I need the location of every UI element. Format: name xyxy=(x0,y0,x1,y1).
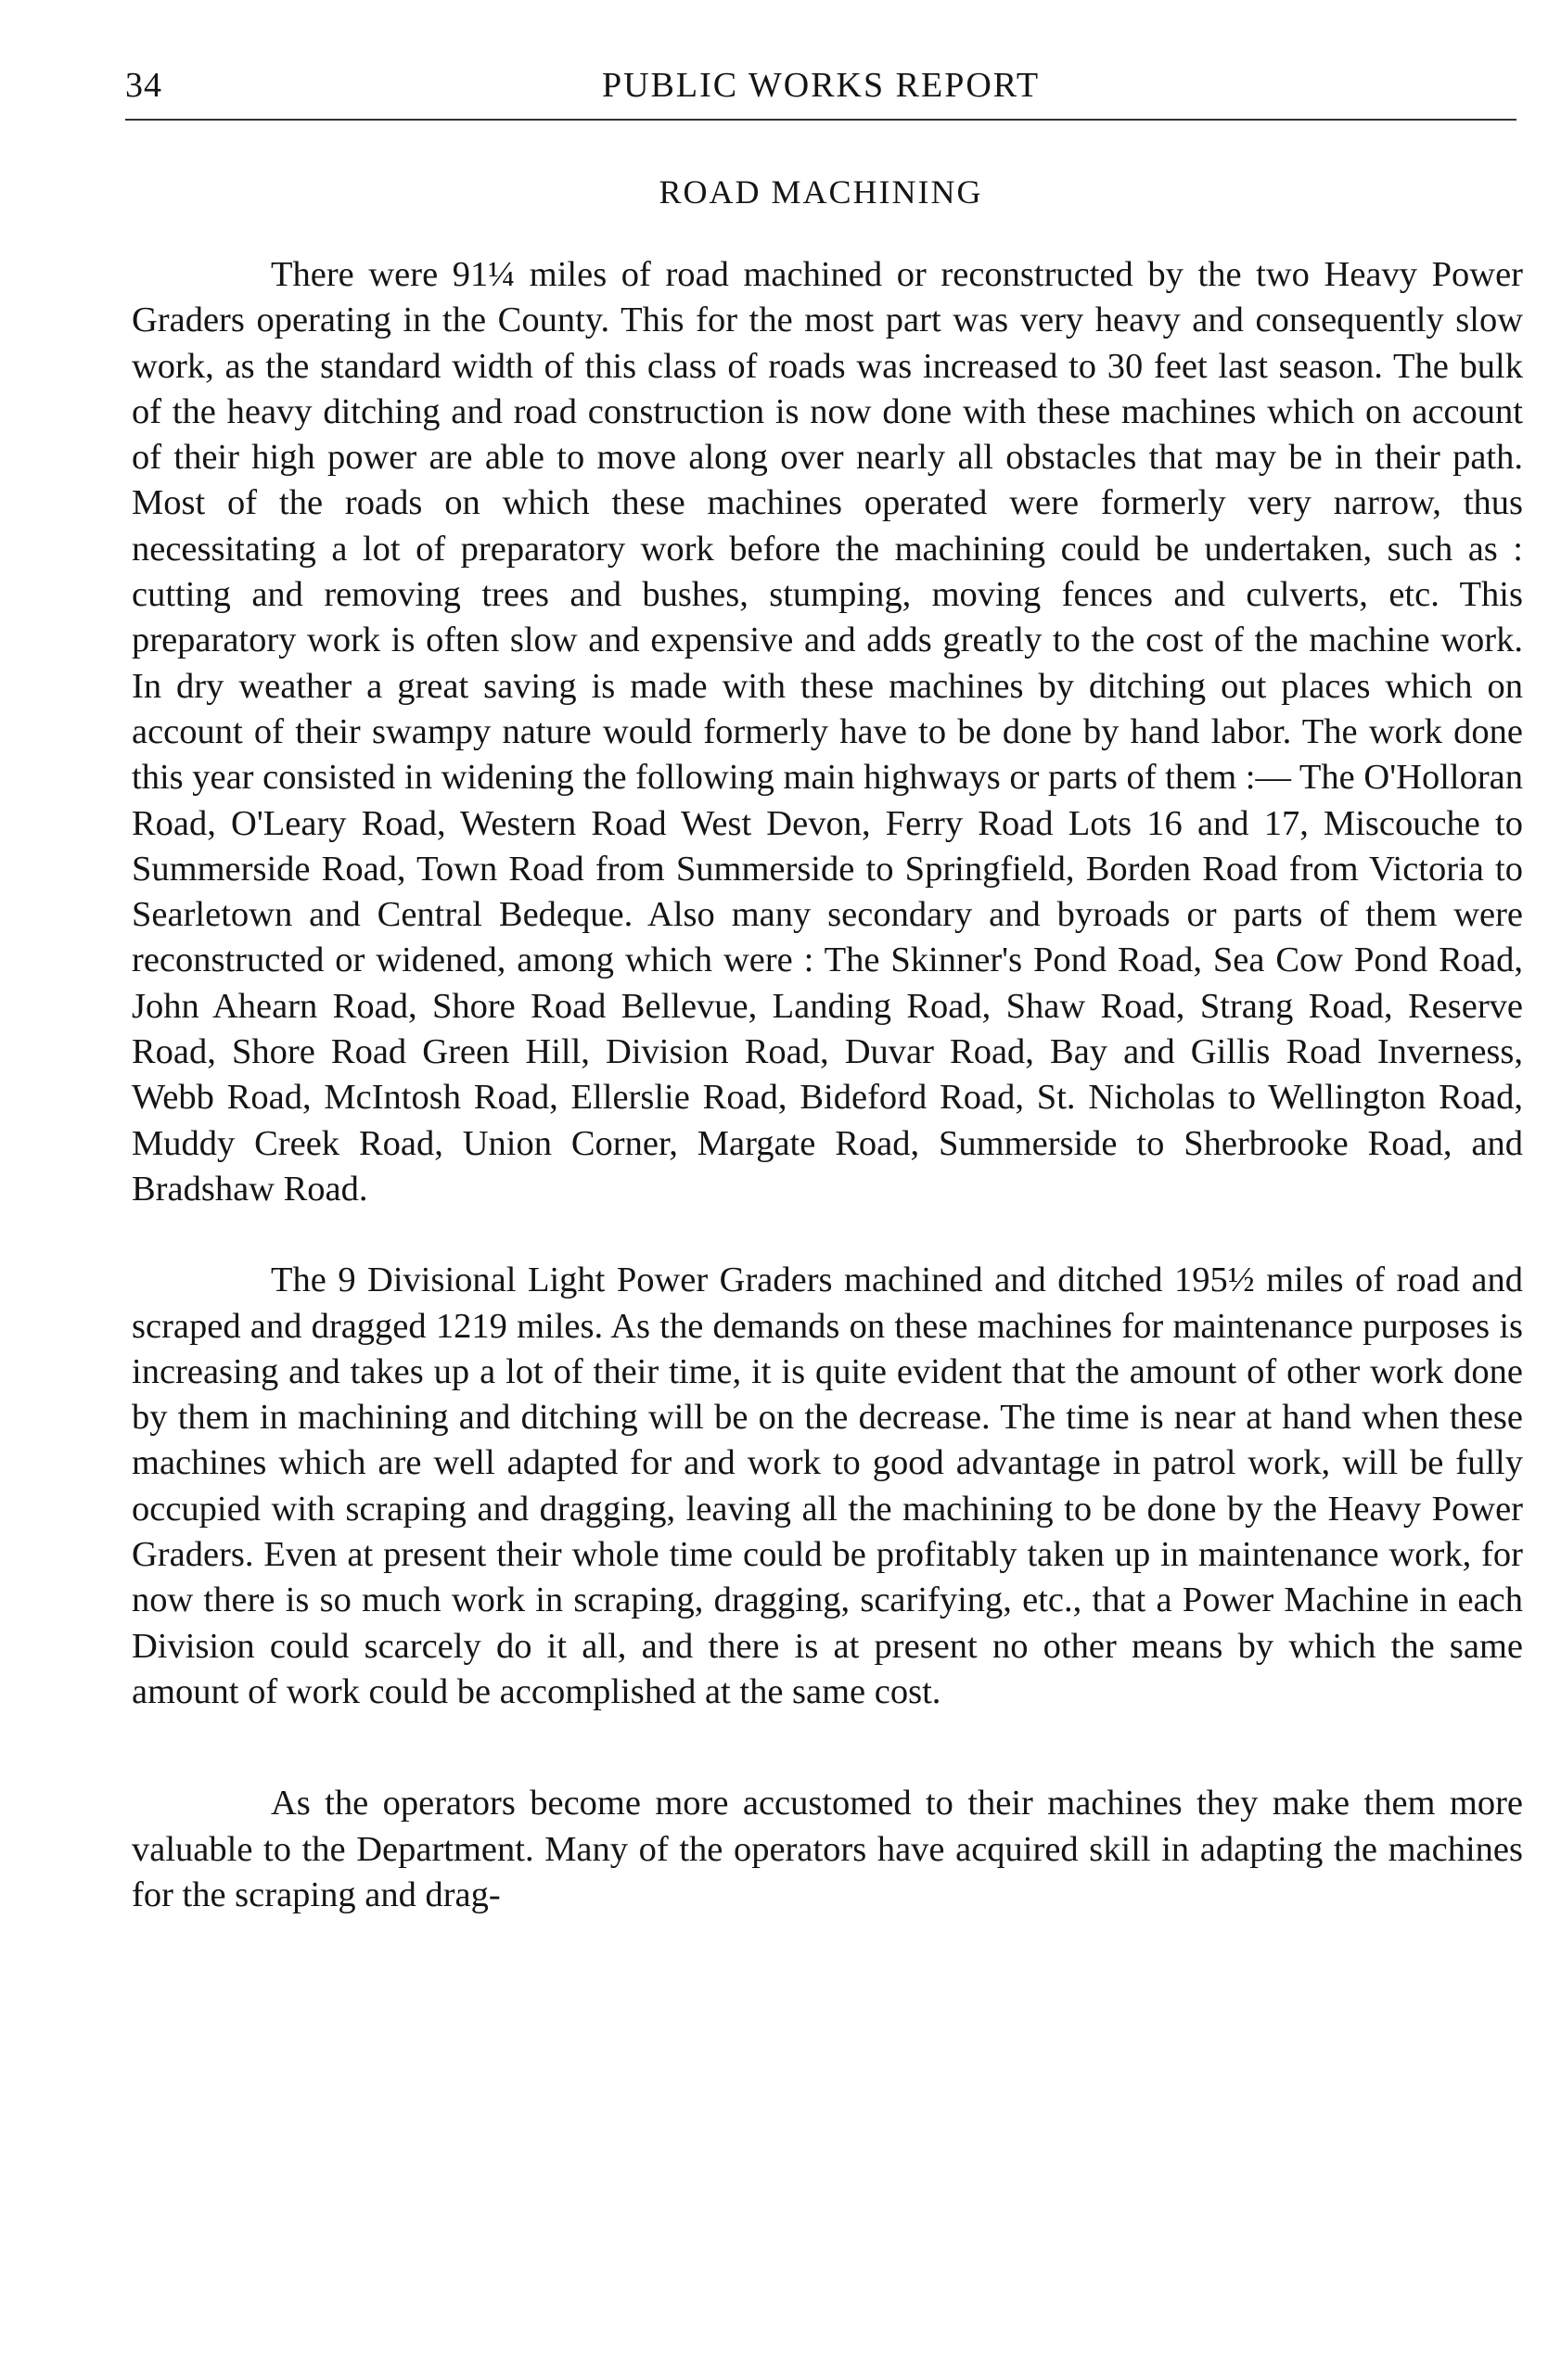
header-rule xyxy=(125,119,1516,121)
page-header xyxy=(125,58,1516,113)
paragraph-road-machining: There were 91¼ miles of road machined or reconstructed by the two Heavy Power Graders operating in the County. This for the most part was very heavy and consequently slow work, as the standard width of this class of roads was increased to 30 feet last season. The bulk of the heavy ditching and road construction is now done with these machines which on account of their high power are able to move along over nearly all obstacles that may be in their path. Most of the roads on which these machines operated were formerly very narrow, thus necessitating a lot of preparatory work before the machining could be undertaken, such as : cutting and removing trees and bushes, stumping, moving fences and culverts, etc. This preparatory work is often slow and expensive and adds greatly to the cost of the machine work. In dry weather a great saving is made with these machines by ditching out places which on account of their swampy nature would formerly have to be done by hand labor. The work done this year consisted in widening the following main highways or parts of them :— The O'Holloran Road, O'Leary Road, Western Road West Devon, Ferry Road Lots 16 and 17, Miscouche to Summerside Road, Town Road from Summerside to Springfield, Borden Road from Victoria to Searletown and Central Bedeque. Also many secondary and byroads or parts of them were reconstructed or widened, among which were : The Skinner's Pond Road, Sea Cow Pond Road, John Ahearn Road, Shore Road Bellevue, Landing Road, Shaw Road, Strang Road, Reserve Road, Shore Road Green Hill, Division Road, Duvar Road, Bay and Gillis Road Inverness, Webb Road, McIntosh Road, Ellerslie Road, Bideford Road, St. Nicholas to Wellington Road, Muddy Creek Road, Union Corner, Margate Road, Summerside to Sherbrooke Road, and Bradshaw Road. xyxy=(132,255,1523,1209)
page-number: 34 xyxy=(125,66,162,105)
paragraph-divisional-graders: The 9 Divisional Light Power Graders machined and ditched 195½ miles of road and scraped and dragged 1219 miles. As the demands on these machines for maintenance purposes is increasing and takes up a lot of their time, it is quite evident that the amount of other work done by them in machining and ditching will be on the decrease. The time is near at hand when these machines which are well adapted for and work to good advantage in patrol work, will be fully occupied with scraping and dragging, leaving all the machining to be done by the Heavy Power Graders. Even at present their whole time could be profitably taken up in maintenance work, for now there is so much work in scraping, dragging, scarifying, etc., that a Power Machine in each Division could scarcely do it all, and there is at present no other means by which the same amount of work could be accomplished at the same cost. xyxy=(132,1260,1523,1711)
section-heading: ROAD MACHINING xyxy=(659,173,983,211)
paragraph-operators: As the operators become more accustomed to their machines they make them more valuable to the Department. Many of the operators have acquired skill in adapting the machines for the scraping and drag- xyxy=(132,1784,1523,1914)
body-text xyxy=(132,252,1523,1918)
running-title: PUBLIC WORKS REPORT xyxy=(601,66,1041,105)
